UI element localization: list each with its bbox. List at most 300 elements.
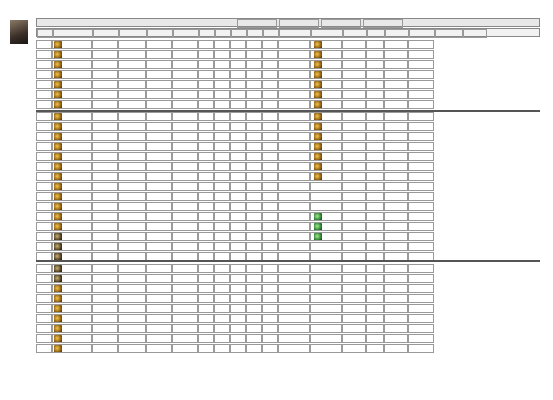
table-cell-v3 [146, 344, 172, 353]
table-cell-r6 [408, 80, 434, 89]
table-cell-v1 [92, 172, 118, 181]
table-cell-right-name [262, 80, 278, 89]
table-cell-name [52, 274, 92, 283]
table-cell-r4 [366, 172, 384, 181]
table-cell-r5 [384, 172, 408, 181]
table-cell-r5 [384, 242, 408, 251]
table-cell-r4 [366, 294, 384, 303]
table-cell-v6 [214, 182, 230, 191]
table-cell-v2 [118, 344, 146, 353]
table-cell-r1 [278, 334, 310, 343]
table-cell-v8 [246, 334, 262, 343]
table-cell-v5 [198, 222, 214, 231]
table-cell-r5 [384, 182, 408, 191]
table-cell-r2 [310, 334, 342, 343]
table-cell-level [36, 274, 52, 283]
table-cell-level [36, 122, 52, 131]
table-cell-v3 [146, 70, 172, 79]
table-cell-r4 [366, 70, 384, 79]
table-cell-v3 [146, 192, 172, 201]
table-cell-v5 [198, 284, 214, 293]
table-cell-v1 [92, 314, 118, 323]
table-cell-v1 [92, 304, 118, 313]
table-cell-r4 [366, 132, 384, 141]
table-cell-right-name [262, 242, 278, 251]
table-cell-right-name [262, 50, 278, 59]
table-cell-v7 [230, 202, 246, 211]
table-cell-r5 [384, 50, 408, 59]
table-cell-r5 [384, 294, 408, 303]
table-cell-r3 [342, 80, 366, 89]
column-header [37, 29, 53, 38]
table-cell-v7 [230, 162, 246, 171]
table-cell-r6 [408, 232, 434, 241]
table-cell-v3 [146, 242, 172, 251]
table-cell-v7 [230, 112, 246, 121]
table-row [36, 40, 540, 50]
column-header [367, 29, 385, 38]
table-cell-v8 [246, 182, 262, 191]
table-cell-level [36, 232, 52, 241]
table-cell-r5 [384, 90, 408, 99]
table-cell-r3 [342, 192, 366, 201]
table-cell-v3 [146, 222, 172, 231]
table-cell-v4 [172, 222, 198, 231]
table-cell-v3 [146, 100, 172, 109]
table-cell-v1 [92, 242, 118, 251]
table-cell-v6 [214, 50, 230, 59]
table-cell-r1 [278, 100, 310, 109]
column-header [199, 29, 215, 38]
table-cell-v1 [92, 294, 118, 303]
table-cell-v8 [246, 242, 262, 251]
table-cell-v1 [92, 152, 118, 161]
table-row [36, 274, 540, 284]
table-cell-v3 [146, 284, 172, 293]
table-cell-v7 [230, 192, 246, 201]
table-cell-v8 [246, 70, 262, 79]
table-cell-r1 [278, 80, 310, 89]
table-cell-name [52, 90, 92, 99]
table-cell-r2 [310, 264, 342, 273]
table-cell-level [36, 222, 52, 231]
table-cell-right-name [262, 152, 278, 161]
table-cell-v6 [214, 334, 230, 343]
table-cell-v4 [172, 70, 198, 79]
table-cell-r2 [310, 80, 342, 89]
table-row [36, 192, 540, 202]
table-cell-r3 [342, 172, 366, 181]
table-cell-v7 [230, 152, 246, 161]
table-cell-r1 [278, 132, 310, 141]
table-cell-v1 [92, 142, 118, 151]
table-row [36, 100, 540, 110]
table-cell-v8 [246, 314, 262, 323]
sheet-title-cell [279, 19, 319, 28]
table-row [36, 314, 540, 324]
table-cell-v5 [198, 40, 214, 49]
table-cell-v1 [92, 274, 118, 283]
table-cell-r6 [408, 212, 434, 221]
table-cell-r6 [408, 60, 434, 69]
table-cell-r2 [310, 100, 342, 109]
table-cell-right-name [262, 70, 278, 79]
table-cell-level [36, 344, 52, 353]
table-cell-level [36, 334, 52, 343]
table-cell-right-name [262, 132, 278, 141]
table-cell-r5 [384, 222, 408, 231]
table-cell-v3 [146, 112, 172, 121]
table-cell-v4 [172, 162, 198, 171]
column-header [463, 29, 487, 38]
table-cell-right-name [262, 222, 278, 231]
table-cell-v8 [246, 202, 262, 211]
table-cell-r4 [366, 122, 384, 131]
table-cell-v1 [92, 50, 118, 59]
table-cell-v6 [214, 344, 230, 353]
table-cell-r6 [408, 192, 434, 201]
table-cell-v1 [92, 212, 118, 221]
table-cell-level [36, 192, 52, 201]
table-cell-v4 [172, 152, 198, 161]
table-cell-r5 [384, 284, 408, 293]
table-cell-name [52, 80, 92, 89]
table-cell-level [36, 40, 52, 49]
table-cell-r2 [310, 284, 342, 293]
table-cell-v5 [198, 182, 214, 191]
table-cell-r5 [384, 60, 408, 69]
table-cell-r2 [310, 60, 342, 69]
table-cell-r1 [278, 112, 310, 121]
table-cell-name [52, 152, 92, 161]
column-header [343, 29, 367, 38]
table-cell-v3 [146, 202, 172, 211]
table-cell-level [36, 142, 52, 151]
table-cell-v6 [214, 222, 230, 231]
table-cell-v3 [146, 334, 172, 343]
table-cell-v5 [198, 152, 214, 161]
table-cell-v5 [198, 344, 214, 353]
column-header [53, 29, 93, 38]
table-cell-r1 [278, 162, 310, 171]
table-cell-r6 [408, 182, 434, 191]
sheet-title-cell [363, 19, 403, 28]
table-row [36, 142, 540, 152]
table-cell-v5 [198, 202, 214, 211]
table-cell-v4 [172, 100, 198, 109]
table-cell-r4 [366, 284, 384, 293]
table-cell-r3 [342, 40, 366, 49]
table-cell-v7 [230, 132, 246, 141]
column-header [311, 29, 343, 38]
table-cell-right-name [262, 172, 278, 181]
table-row [36, 60, 540, 70]
table-cell-v5 [198, 50, 214, 59]
table-cell-v5 [198, 122, 214, 131]
table-cell-name [52, 314, 92, 323]
table-cell-v5 [198, 324, 214, 333]
table-cell-r2 [310, 212, 342, 221]
table-cell-r1 [278, 274, 310, 283]
table-cell-level [36, 100, 52, 109]
table-cell-level [36, 172, 52, 181]
table-row [36, 284, 540, 294]
table-cell-v3 [146, 274, 172, 283]
table-cell-r5 [384, 344, 408, 353]
table-cell-v5 [198, 294, 214, 303]
table-cell-r3 [342, 274, 366, 283]
table-cell-r4 [366, 222, 384, 231]
table-cell-v6 [214, 314, 230, 323]
table-cell-v1 [92, 192, 118, 201]
table-cell-r4 [366, 60, 384, 69]
table-cell-v4 [172, 294, 198, 303]
table-cell-right-name [262, 100, 278, 109]
table-cell-v5 [198, 334, 214, 343]
table-cell-v2 [118, 202, 146, 211]
table-cell-level [36, 162, 52, 171]
table-cell-r2 [310, 90, 342, 99]
table-cell-v8 [246, 284, 262, 293]
table-cell-v5 [198, 304, 214, 313]
table-cell-r6 [408, 222, 434, 231]
table-cell-r3 [342, 304, 366, 313]
table-cell-v7 [230, 80, 246, 89]
table-cell-v2 [118, 70, 146, 79]
table-cell-name [52, 192, 92, 201]
table-cell-level [36, 132, 52, 141]
table-cell-v2 [118, 222, 146, 231]
table-cell-v4 [172, 40, 198, 49]
table-cell-v8 [246, 112, 262, 121]
table-cell-v5 [198, 314, 214, 323]
table-cell-r4 [366, 192, 384, 201]
table-cell-right-name [262, 182, 278, 191]
table-cell-v2 [118, 100, 146, 109]
table-cell-r5 [384, 70, 408, 79]
table-cell-v5 [198, 60, 214, 69]
table-cell-v1 [92, 202, 118, 211]
table-cell-r1 [278, 50, 310, 59]
table-cell-right-name [262, 142, 278, 151]
table-cell-v7 [230, 314, 246, 323]
table-row [36, 50, 540, 60]
table-cell-v5 [198, 264, 214, 273]
table-cell-r5 [384, 100, 408, 109]
table-cell-v8 [246, 40, 262, 49]
table-cell-v8 [246, 162, 262, 171]
table-cell-r1 [278, 122, 310, 131]
column-header [93, 29, 119, 38]
table-cell-right-name [262, 40, 278, 49]
table-cell-r1 [278, 314, 310, 323]
table-cell-r3 [342, 90, 366, 99]
table-cell-r2 [310, 162, 342, 171]
table-cell-v8 [246, 50, 262, 59]
table-cell-v8 [246, 344, 262, 353]
table-cell-r2 [310, 192, 342, 201]
table-cell-v4 [172, 314, 198, 323]
table-cell-r3 [342, 162, 366, 171]
table-cell-v1 [92, 182, 118, 191]
table-cell-r2 [310, 222, 342, 231]
table-cell-v7 [230, 294, 246, 303]
table-cell-v7 [230, 172, 246, 181]
column-header [215, 29, 231, 38]
table-cell-r4 [366, 90, 384, 99]
table-cell-v7 [230, 70, 246, 79]
column-header [435, 29, 463, 38]
table-cell-r2 [310, 172, 342, 181]
table-cell-r4 [366, 314, 384, 323]
table-cell-v2 [118, 284, 146, 293]
table-cell-name [52, 70, 92, 79]
table-cell-name [52, 284, 92, 293]
table-cell-r3 [342, 242, 366, 251]
table-cell-r6 [408, 112, 434, 121]
table-cell-r1 [278, 202, 310, 211]
table-cell-r2 [310, 152, 342, 161]
table-cell-r6 [408, 284, 434, 293]
table-cell-r1 [278, 222, 310, 231]
table-cell-name [52, 304, 92, 313]
table-row [36, 70, 540, 80]
table-cell-v8 [246, 212, 262, 221]
table-cell-r1 [278, 284, 310, 293]
table-cell-r4 [366, 162, 384, 171]
table-cell-r5 [384, 152, 408, 161]
table-cell-v8 [246, 60, 262, 69]
table-cell-r2 [310, 142, 342, 151]
table-cell-v6 [214, 202, 230, 211]
table-row [36, 80, 540, 90]
table-cell-r4 [366, 80, 384, 89]
table-cell-v7 [230, 100, 246, 109]
table-cell-v2 [118, 294, 146, 303]
table-cell-v2 [118, 192, 146, 201]
table-cell-name [52, 334, 92, 343]
table-cell-level [36, 202, 52, 211]
table-cell-r4 [366, 324, 384, 333]
table-cell-name [52, 344, 92, 353]
table-cell-r4 [366, 212, 384, 221]
table-cell-v4 [172, 112, 198, 121]
table-cell-v3 [146, 172, 172, 181]
table-cell-level [36, 324, 52, 333]
table-cell-r6 [408, 304, 434, 313]
table-cell-v6 [214, 60, 230, 69]
table-row [36, 112, 540, 122]
table-cell-right-name [262, 314, 278, 323]
table-cell-v1 [92, 334, 118, 343]
table-cell-name [52, 242, 92, 251]
table-row [36, 162, 540, 172]
table-cell-name [52, 112, 92, 121]
table-cell-right-name [262, 122, 278, 131]
table-cell-r6 [408, 324, 434, 333]
table-cell-level [36, 294, 52, 303]
table-cell-v7 [230, 222, 246, 231]
table-cell-r2 [310, 112, 342, 121]
table-cell-v2 [118, 122, 146, 131]
table-cell-v2 [118, 274, 146, 283]
table-cell-r6 [408, 152, 434, 161]
table-cell-v7 [230, 182, 246, 191]
table-cell-v2 [118, 182, 146, 191]
table-cell-right-name [262, 334, 278, 343]
table-cell-v3 [146, 122, 172, 131]
table-cell-r4 [366, 344, 384, 353]
table-cell-right-name [262, 232, 278, 241]
table-cell-r1 [278, 212, 310, 221]
table-cell-r6 [408, 100, 434, 109]
table-cell-v6 [214, 274, 230, 283]
table-cell-v3 [146, 212, 172, 221]
table-cell-v4 [172, 122, 198, 131]
table-cell-v4 [172, 132, 198, 141]
table-cell-v7 [230, 212, 246, 221]
column-header [409, 29, 435, 38]
table-cell-r1 [278, 324, 310, 333]
table-cell-r5 [384, 334, 408, 343]
table-cell-v2 [118, 60, 146, 69]
section-divider [36, 110, 540, 112]
table-cell-v8 [246, 222, 262, 231]
table-cell-r4 [366, 142, 384, 151]
column-header [231, 29, 247, 38]
column-header [119, 29, 147, 38]
table-cell-r1 [278, 294, 310, 303]
table-cell-v8 [246, 304, 262, 313]
section-divider [36, 260, 540, 262]
column-header [173, 29, 199, 38]
table-cell-name [52, 142, 92, 151]
table-cell-r6 [408, 40, 434, 49]
table-cell-v6 [214, 122, 230, 131]
table-cell-right-name [262, 162, 278, 171]
table-row [36, 294, 540, 304]
table-cell-r5 [384, 324, 408, 333]
table-cell-v8 [246, 122, 262, 131]
table-cell-v3 [146, 60, 172, 69]
table-cell-v7 [230, 60, 246, 69]
table-cell-r3 [342, 112, 366, 121]
table-row [36, 344, 540, 354]
table-cell-v4 [172, 202, 198, 211]
table-row [36, 232, 540, 242]
table-cell-r2 [310, 274, 342, 283]
table-cell-level [36, 284, 52, 293]
table-cell-r4 [366, 112, 384, 121]
table-cell-v2 [118, 142, 146, 151]
table-cell-v4 [172, 274, 198, 283]
table-cell-r1 [278, 304, 310, 313]
table-cell-v8 [246, 172, 262, 181]
table-cell-v5 [198, 192, 214, 201]
table-cell-r2 [310, 122, 342, 131]
table-cell-v1 [92, 80, 118, 89]
table-cell-v1 [92, 70, 118, 79]
table-cell-r3 [342, 202, 366, 211]
table-cell-r3 [342, 50, 366, 59]
table-cell-v3 [146, 132, 172, 141]
table-cell-v2 [118, 90, 146, 99]
table-cell-r4 [366, 242, 384, 251]
table-cell-v3 [146, 162, 172, 171]
table-cell-v3 [146, 324, 172, 333]
sheet-title-cell [321, 19, 361, 28]
table-cell-r3 [342, 222, 366, 231]
